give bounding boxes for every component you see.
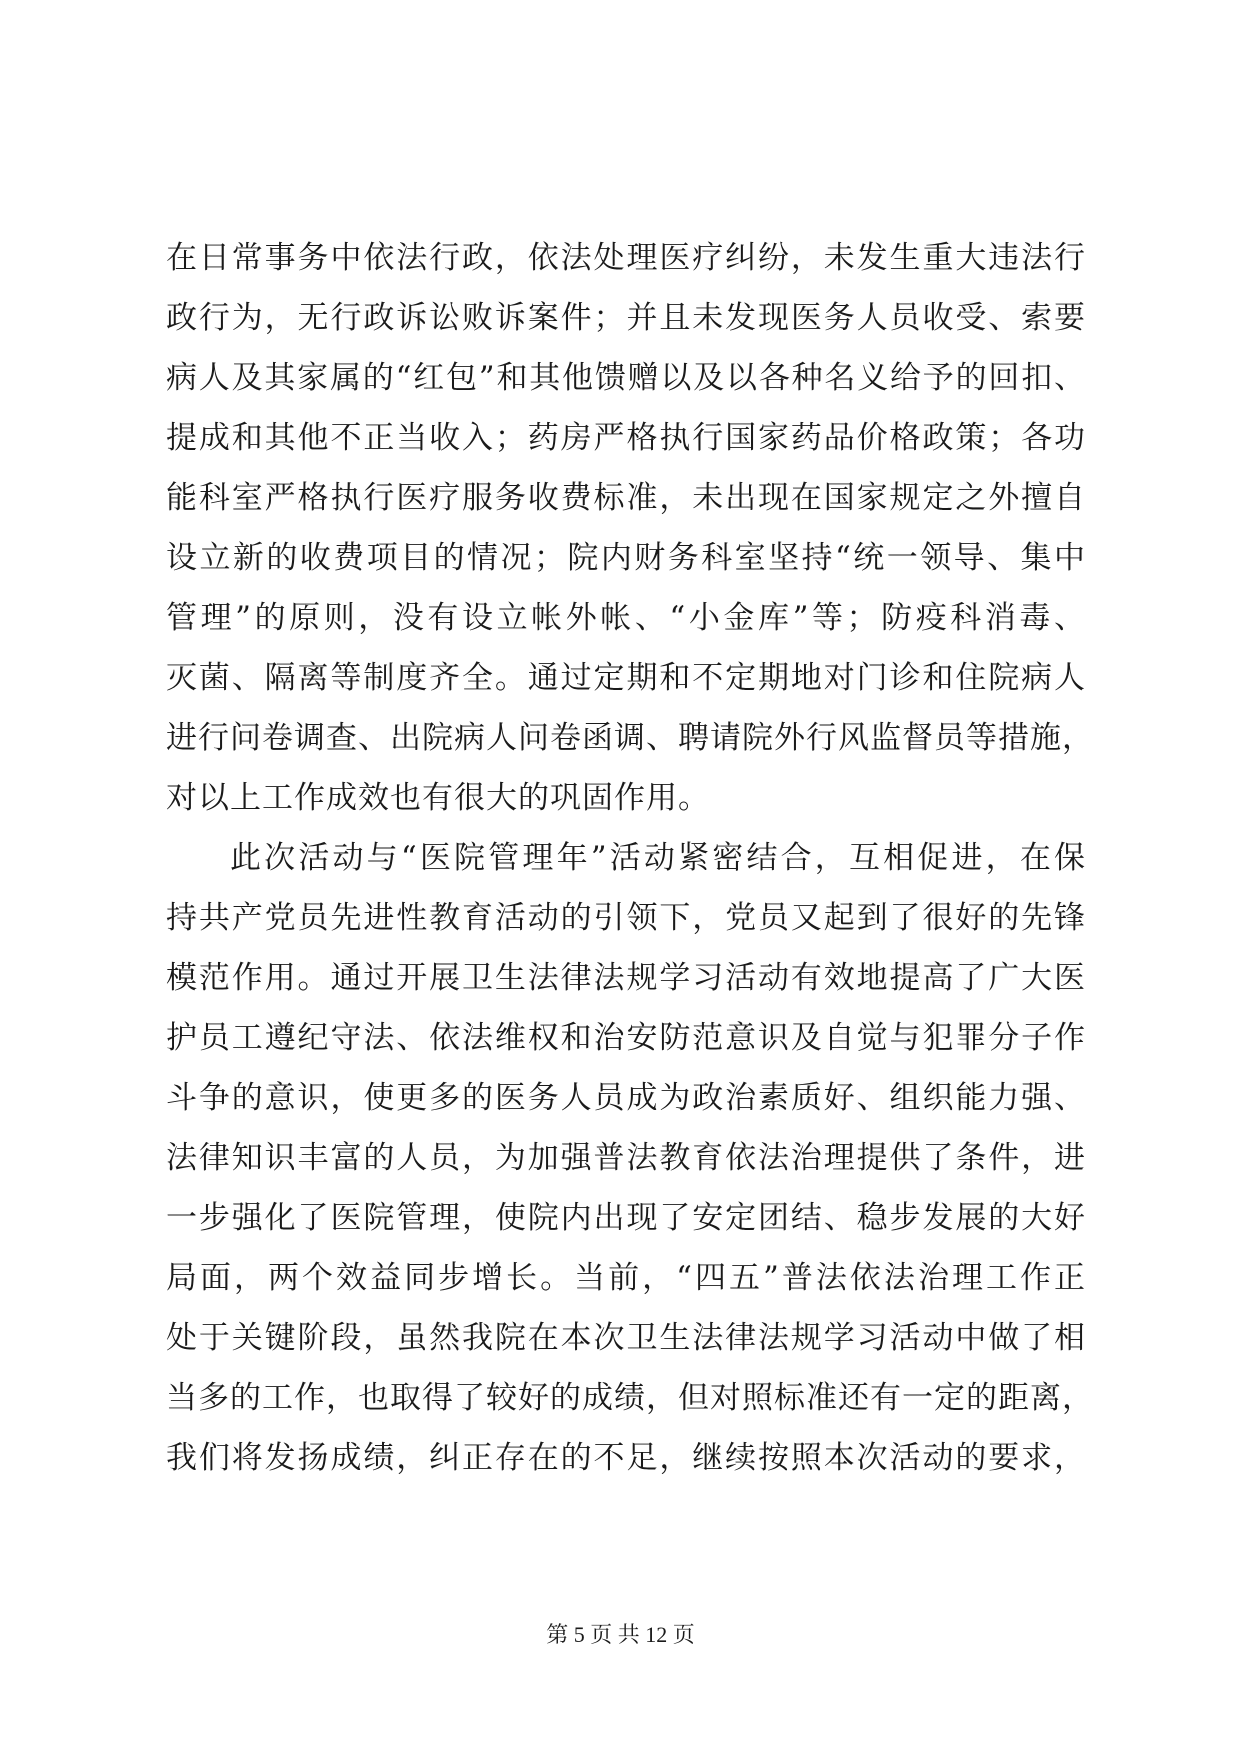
text-line: 能科室严格执行医疗服务收费标准，未出现在国家规定之外擅自 [166,480,1086,516]
text-line: 模范作用。通过开展卫生法律法规学习活动有效地提高了广大医 [166,960,1086,996]
text-line: 持共产党员先进性教育活动的引领下，党员又起到了很好的先锋 [166,900,1086,936]
text-line: 我们将发扬成绩，纠正存在的不足，继续按照本次活动的要求， [166,1440,1086,1476]
text-line: 设立新的收费项目的情况；院内财务科室坚持“统一领导、集中 [166,540,1086,576]
paragraph [166,828,1094,1488]
text-line: 当多的工作，也取得了较好的成绩，但对照标准还有一定的距离， [166,1380,1094,1416]
page-footer [0,1620,1241,1650]
text-line: 对以上工作成效也有很大的巩固作用。 [166,780,710,816]
text-line: 此次活动与“医院管理年”活动紧密结合，互相促进，在保 [230,840,1086,876]
text-line: 在日常事务中依法行政，依法处理医疗纠纷，未发生重大违法行 [166,240,1086,276]
text-line: 进行问卷调查、出院病人问卷函调、聘请院外行风监督员等措施， [166,720,1094,756]
document-body [166,228,1094,1488]
text-line: 一步强化了医院管理，使院内出现了安定团结、稳步发展的大好 [166,1200,1086,1236]
text-line: 局面，两个效益同步增长。当前，“四五”普法依法治理工作正 [166,1260,1086,1296]
text-line: 政行为，无行政诉讼败诉案件；并且未发现医务人员收受、索要 [166,300,1086,336]
text-line: 管理”的原则，没有设立帐外帐、“小金库”等；防疫科消毒、 [166,600,1086,636]
text-line: 灭菌、隔离等制度齐全。通过定期和不定期地对门诊和住院病人 [166,660,1086,696]
page-number-label: 第 5 页 共 12 页 [546,1622,695,1647]
paragraph [166,228,1094,828]
text-line: 斗争的意识，使更多的医务人员成为政治素质好、组织能力强、 [166,1080,1086,1116]
text-line: 法律知识丰富的人员，为加强普法教育依法治理提供了条件，进 [166,1140,1086,1176]
text-line: 处于关键阶段，虽然我院在本次卫生法律法规学习活动中做了相 [166,1320,1086,1356]
text-line: 病人及其家属的“红包”和其他馈赠以及以各种名义给予的回扣、 [166,360,1086,396]
text-line: 护员工遵纪守法、依法维权和治安防范意识及自觉与犯罪分子作 [166,1020,1086,1056]
text-line: 提成和其他不正当收入；药房严格执行国家药品价格政策；各功 [166,420,1086,456]
